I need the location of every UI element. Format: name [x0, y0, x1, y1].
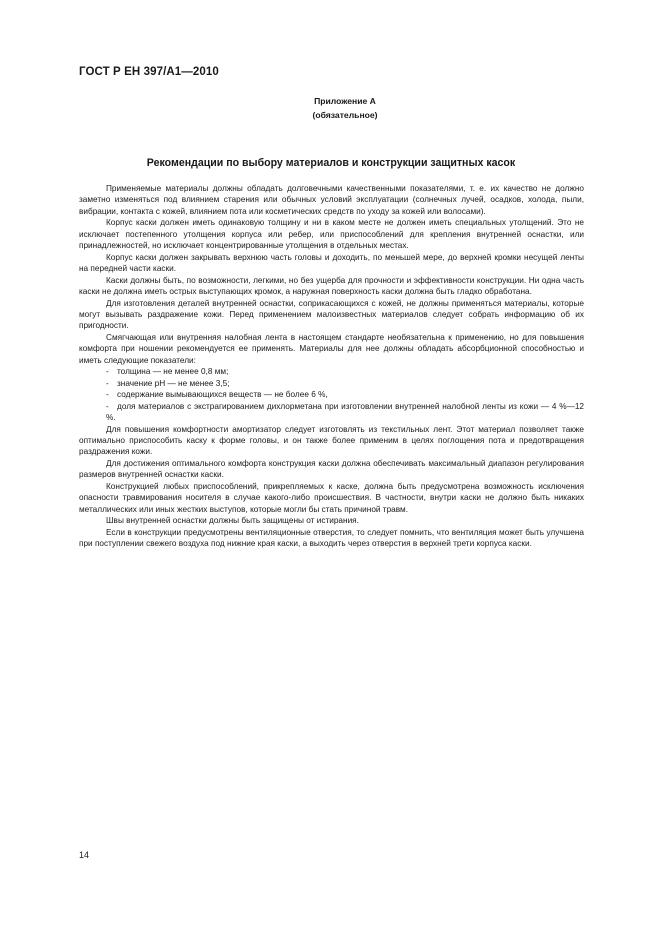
list-item-text: содержание вымывающихся веществ — не более 6 %, — [117, 390, 328, 400]
paragraph: Применяемые материалы должны обладать долговечными качественными показателями, т. е. их качество не должно заметно изменяться под влиянием старения или обычных условий эксплуатации (солнечных лучей, осадков, холода, пыли, вибрации, контакта с кожей, влиянием пота или косметических средств по уходу за кожей или волосами). — [79, 184, 584, 216]
annex-title: Приложение А — [314, 96, 376, 106]
list-item — [79, 389, 584, 400]
paragraph: Смягчающая или внутренняя налобная лента в настоящем стандарте необязательна к применению, но для повышения комфорта при ношении рекомендуется ее применять. Материалы для нее должны обладать абсорбционной способностью и иметь следующие показатели: — [79, 332, 584, 365]
list-item-text: значение рН — не менее 3,5; — [117, 378, 230, 388]
document-code-header: ГОСТ Р ЕН 397/А1—2010 — [79, 66, 219, 78]
list-dash: - — [106, 401, 109, 411]
section-title: Рекомендации по выбору материалов и конструкции защитных касок — [146, 157, 516, 169]
requirements-list — [79, 366, 584, 423]
annex-status: (обязательное) — [312, 110, 378, 120]
paragraph: Корпус каски должен закрывать верхнюю часть головы и доходить, по меньшей мере, до верхней кромки несущей ленты на передней части каски. — [79, 252, 584, 274]
page-number: 14 — [79, 850, 90, 860]
paragraph: Если в конструкции предусмотрены вентиляционные отверстия, то следует помнить, что вентиляция может быть улучшена при поступлении свежего воздуха под нижние края каски, а выходить через отверстия в верхней трети корпуса каски. — [79, 527, 584, 549]
body-text — [79, 183, 584, 550]
list-item-text: доля материалов с экстрагированием дихлорметана при изготовлении внутренней налобной ленты из кожи — 4 %—12 %. — [106, 401, 584, 423]
list-item — [79, 401, 584, 424]
paragraph: Для повышения комфортности амортизатор следует изготовлять из текстильных лент. Этот материал позволяет также оптимально приспособить каску к форме головы, и он также более применим в целях поглощения пота и предотвращения раздражения кожи. — [79, 424, 584, 457]
paragraph: Для достижения оптимального комфорта конструкция каски должна обеспечивать максимальный диапазон регулирования размеров внутренней оснастки каски. — [79, 458, 584, 480]
list-item — [79, 378, 584, 389]
paragraph: Для изготовления деталей внутренней оснастки, соприкасающихся с кожей, не должны применяться материалы, которые могут вызывать раздражение кожи. Перед применением малоизвестных материалов следует собрать информацию об их пригодности. — [79, 298, 584, 331]
paragraph: Конструкцией любых приспособлений, прикрепляемых к каске, должна быть предусмотрена возможность исключения опасности травмирования носителя в случае какого-либо происшествия. В частности, внутри каски не должно быть никаких металлических или иных жестких выступов, которые могли бы стать причиной травм. — [79, 481, 584, 514]
list-item — [79, 366, 584, 377]
list-dash: - — [106, 367, 109, 377]
paragraph: Каски должны быть, по возможности, легкими, но без ущерба для прочности и эффективности конструкции. Ни одна часть каски не должна иметь острых выступающих кромок, а наружная поверхность каски должна быть гладко обработана. — [79, 275, 584, 297]
paragraph: Швы внутренней оснастки должны быть защищены от истирания. — [106, 516, 359, 526]
list-dash: - — [106, 390, 109, 400]
list-dash: - — [106, 378, 109, 388]
list-item-text: толщина — не менее 0,8 мм; — [117, 367, 229, 377]
paragraph: Корпус каски должен иметь одинаковую толщину и ни в каком месте не должен иметь специальных утолщений. Это не исключает постепенного утолщения корпуса или ребер, или приспособлений для крепления внутренней оснастки, или принадлежностей, но исключает концентрированные утолщения в отдельных местах. — [79, 218, 584, 251]
